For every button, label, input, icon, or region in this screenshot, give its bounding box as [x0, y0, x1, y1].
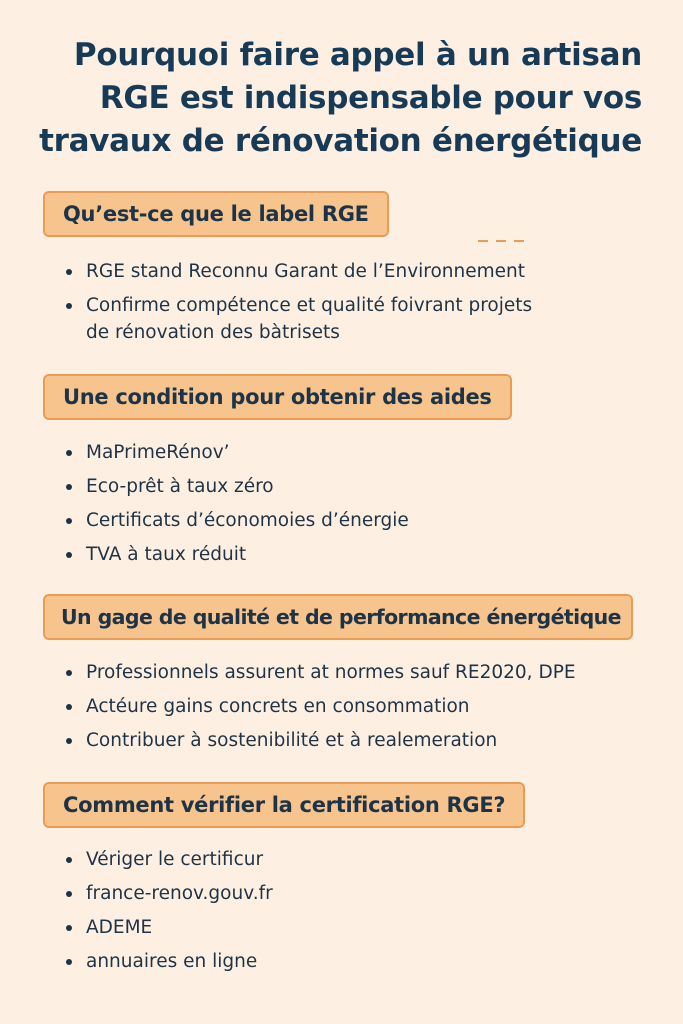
- list-item: Confirme compétence et qualité foivrant projets de rénovation des bàtrisets: [66, 292, 532, 346]
- bullet-icon: [66, 518, 72, 524]
- section-list-qualite: [66, 659, 576, 761]
- list-item: TVA à taux réduit: [66, 541, 409, 568]
- list-item: france-renov.gouv.fr: [66, 880, 273, 907]
- list-item: Contribuer à sostenibilité et à realemeration: [66, 727, 576, 754]
- decorative-dash: [478, 240, 524, 242]
- section-list-aides: [66, 439, 409, 575]
- section-heading-label-rge: Qu’est-ce que le label RGE: [43, 191, 389, 237]
- list-item: Actéure gains concrets en consommation: [66, 693, 576, 720]
- list-item: MaPrimeRénov’: [66, 439, 409, 466]
- bullet-icon: [66, 670, 72, 676]
- bullet-icon: [66, 738, 72, 744]
- title-line-1: Pourquoi faire appel à un artisan: [73, 37, 642, 73]
- bullet-icon: [66, 484, 72, 490]
- section-list-verifier: [66, 846, 273, 982]
- list-item: Professionnels assurent at normes sauf RE2020, DPE: [66, 659, 576, 686]
- bullet-icon: [66, 450, 72, 456]
- title-line-2: RGE est indispensable pour vos: [99, 80, 642, 116]
- bullet-icon: [66, 269, 72, 275]
- list-item: Eco-prêt à taux zéro: [66, 473, 409, 500]
- bullet-icon: [66, 552, 72, 558]
- page-title: [30, 34, 642, 163]
- list-item: Vériger le certificur: [66, 846, 273, 873]
- section-heading-verifier: Comment vérifier la certification RGE?: [43, 782, 525, 828]
- bullet-icon: [66, 925, 72, 931]
- bullet-icon: [66, 891, 72, 897]
- bullet-icon: [66, 303, 72, 309]
- bullet-icon: [66, 959, 72, 965]
- list-item: ADEME: [66, 914, 273, 941]
- list-item: annuaires en ligne: [66, 948, 273, 975]
- section-heading-qualite: Un gage de qualité et de performance énergétique: [43, 594, 633, 640]
- bullet-icon: [66, 704, 72, 710]
- section-heading-aides: Une condition pour obtenir des aides: [43, 374, 512, 420]
- list-item: RGE stand Reconnu Garant de l’Environnement: [66, 258, 532, 285]
- list-item: Certificats d’économoies d’énergie: [66, 507, 409, 534]
- title-line-3: travaux de rénovation énergétique: [39, 123, 642, 159]
- section-list-label-rge: [66, 258, 532, 353]
- bullet-icon: [66, 857, 72, 863]
